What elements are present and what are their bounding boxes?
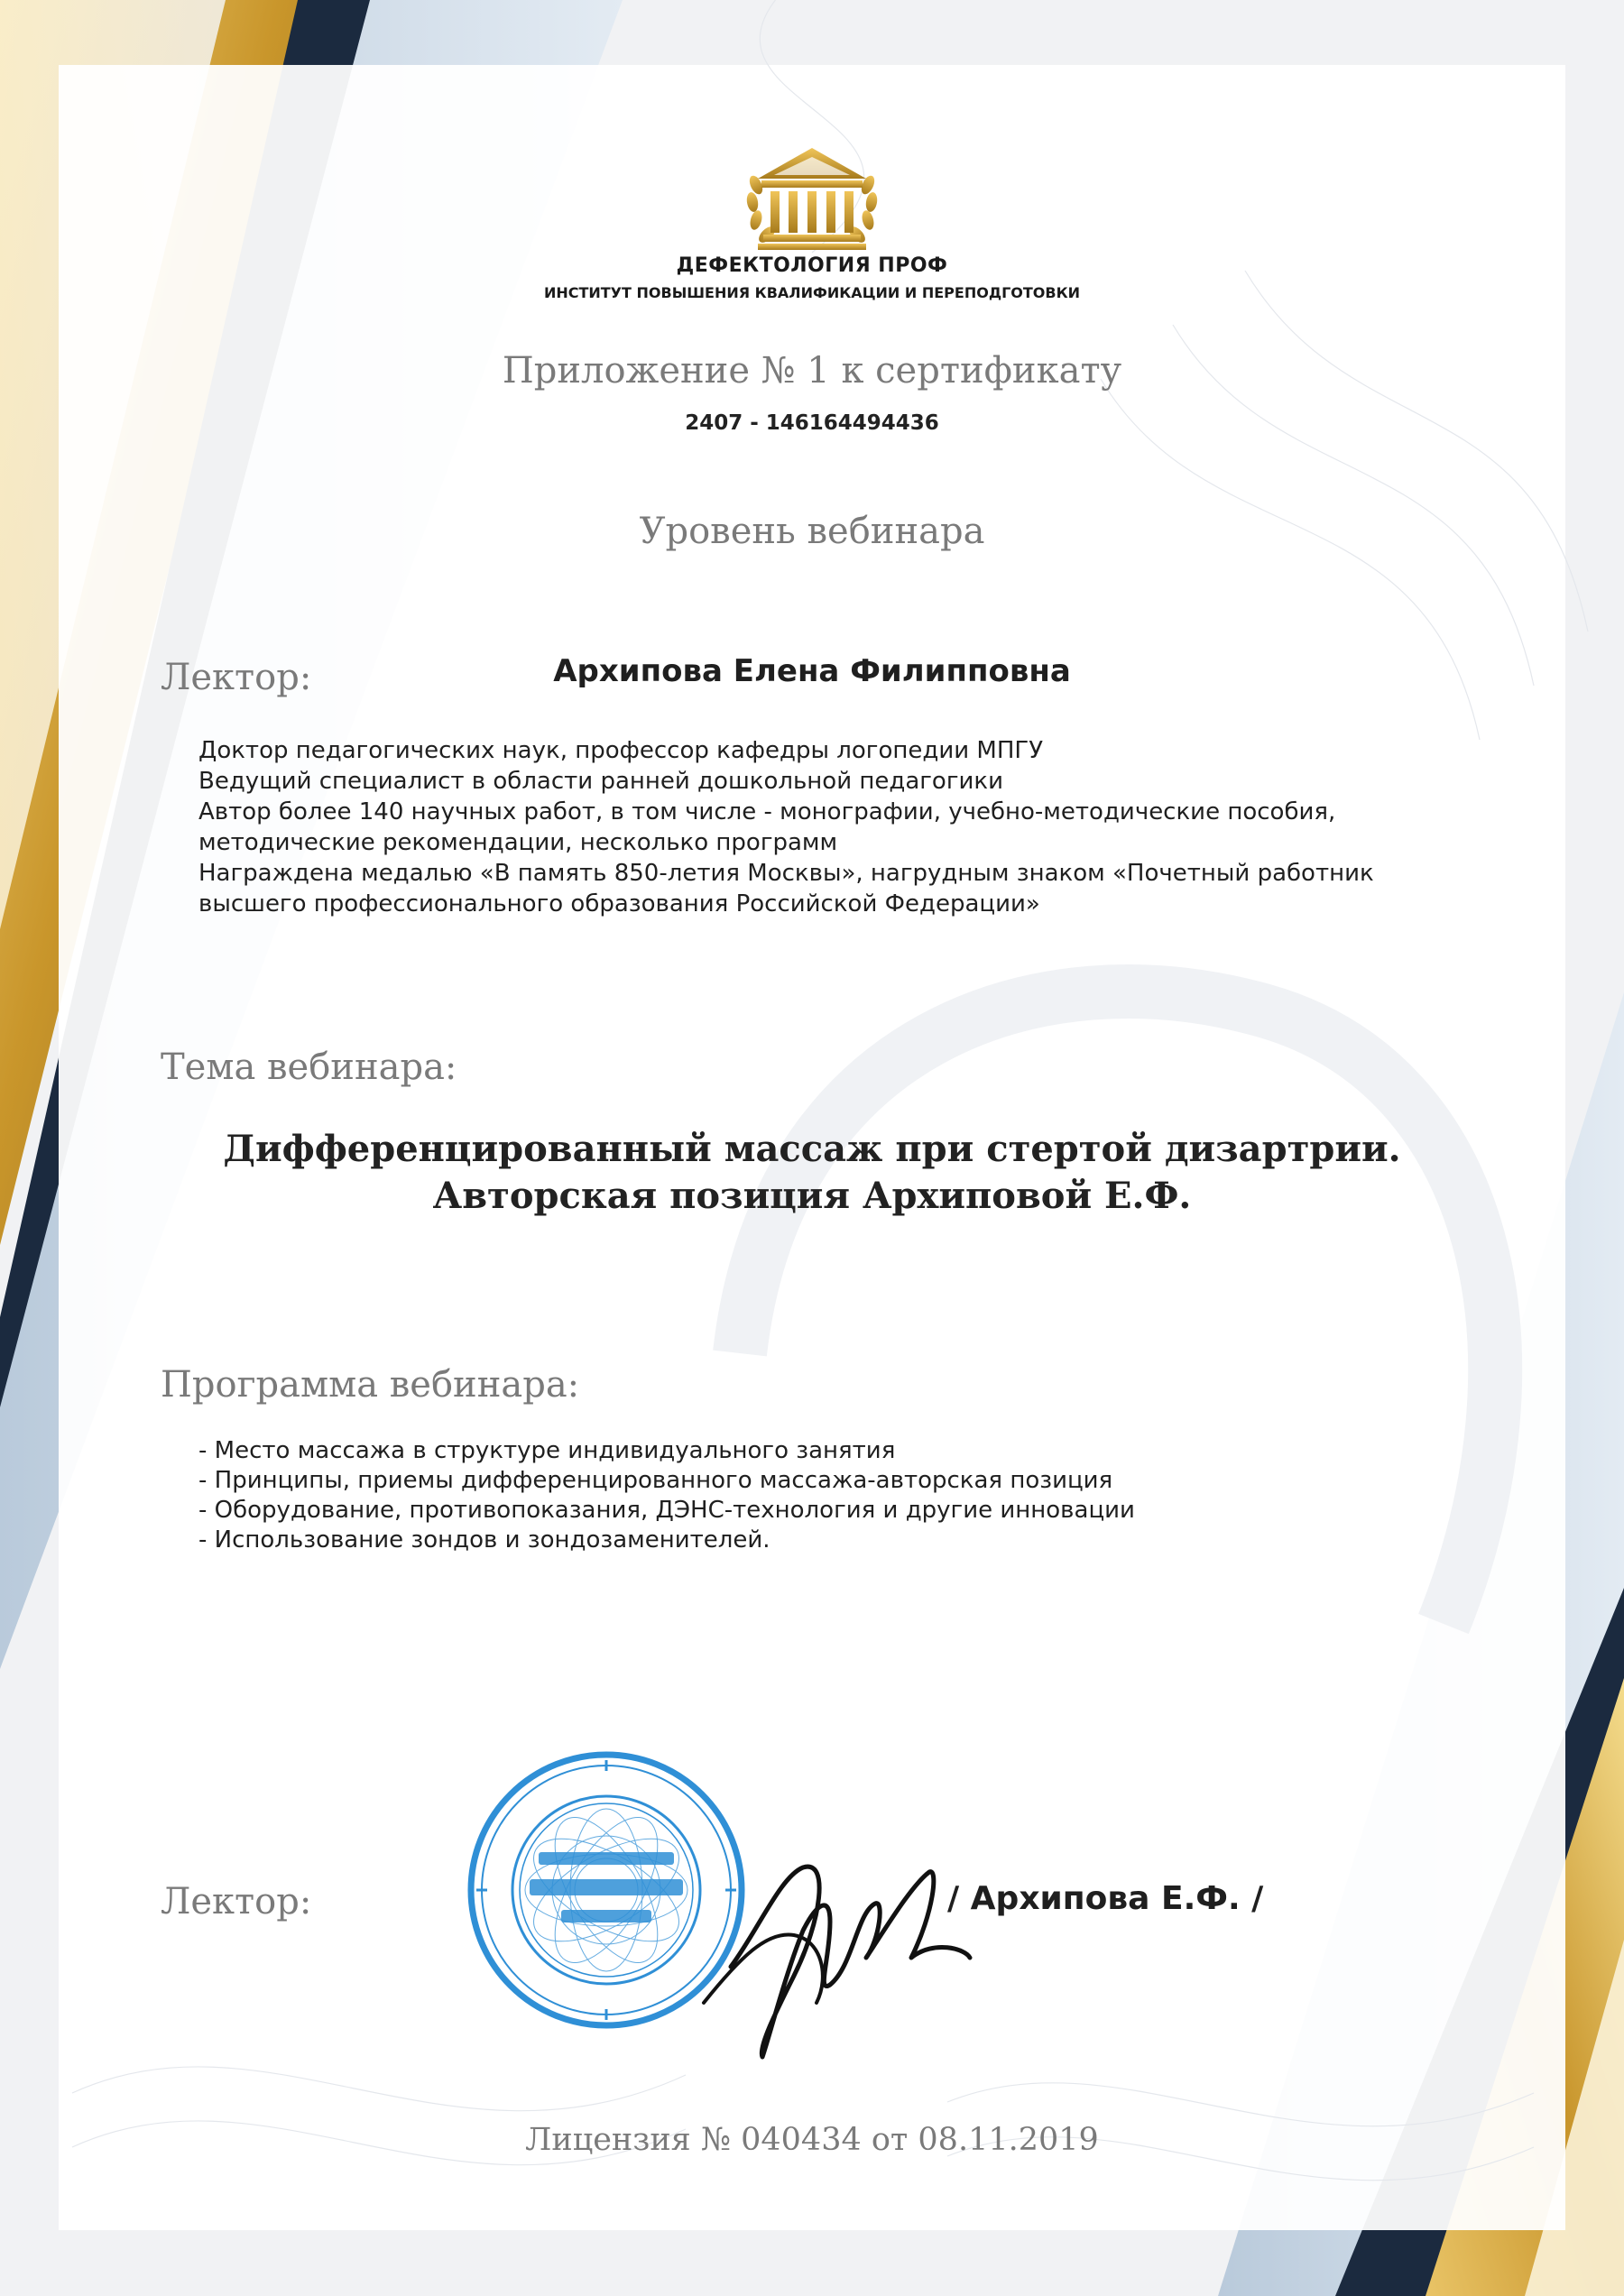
topic-label: Тема вебинара: [161,1047,457,1088]
webinar-level-title: Уровень вебинара [639,511,985,552]
institute-building-icon [740,144,884,253]
bio-line: методические рекомендации, несколько программ [198,829,838,856]
bio-line: высшего профессионального образования Российской Федерации» [198,890,1040,917]
appendix-title: Приложение № 1 к сертификату [502,350,1122,392]
lecturer-name: Архипова Елена Филипповна [553,653,1071,689]
program-item: - Место массажа в структуре индивидуального занятия [198,1437,896,1464]
lecturer-bio [198,735,1444,919]
license-info: Лицензия № 040434 от 08.11.2019 [525,2122,1099,2158]
bio-line: Автор более 140 научных работ, в том числе - монографии, учебно-методические пособия, [198,798,1336,825]
bio-line: Доктор педагогических наук, профессор кафедры логопедии МПГУ [198,737,1044,764]
signature-icon [695,1822,983,2075]
program-item: - Использование зондов и зондозаменителей. [198,1526,770,1554]
organization-subtitle: ИНСТИТУТ ПОВЫШЕНИЯ КВАЛИФИКАЦИИ И ПЕРЕПОДГОТОВКИ [543,284,1081,301]
topic-text: Дифференцированный массаж при стертой дизартрии. Авторская позиция Архиповой Е.Ф. [223,1128,1401,1217]
lecturer-label: Лектор: [161,657,312,698]
program-list [198,1436,1371,1555]
certificate-number: 2407 - 146164494436 [685,411,939,435]
program-label: Программа вебинара: [161,1364,580,1406]
bio-line: Ведущий специалист в области ранней дошкольной педагогики [198,768,1003,795]
bio-line: Награждена медалью «В память 850-летия Москвы», нагрудным знаком «Почетный работник [198,860,1374,887]
signature-lecturer-label: Лектор: [161,1881,312,1923]
organization-name: ДЕФЕКТОЛОГИЯ ПРОФ [676,254,948,277]
program-item: - Оборудование, противопоказания, ДЭНС-технология и другие инновации [198,1497,1135,1524]
handwritten-signature [695,1822,983,2075]
program-item: - Принципы, приемы дифференцированного массажа-авторская позиция [198,1467,1113,1494]
institute-logo [740,144,884,253]
signature-name: / Архипова Е.Ф. / [947,1880,1264,1917]
